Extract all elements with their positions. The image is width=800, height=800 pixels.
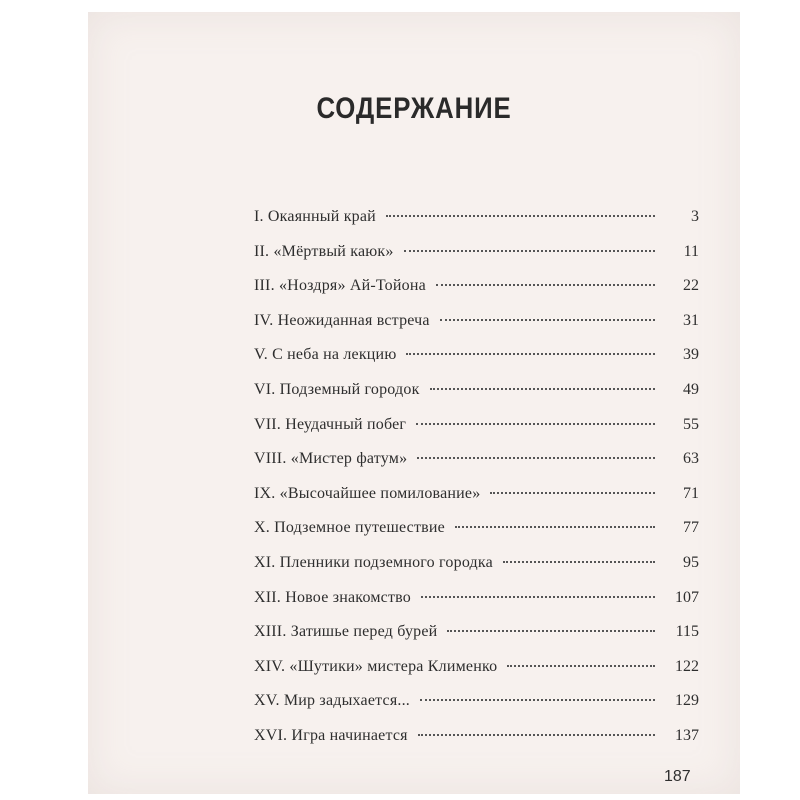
- toc-entry-page: 137: [675, 726, 699, 744]
- dot-leader: [440, 319, 655, 321]
- toc-entry: [254, 485, 699, 520]
- toc-entry-title: XVI. Игра начинается: [254, 726, 408, 744]
- dot-leader: [447, 630, 655, 632]
- toc-entry-title: VII. Неудачный побег: [254, 415, 407, 433]
- toc-entry-page: 3: [691, 208, 699, 225]
- toc-entry-page: 95: [683, 553, 699, 571]
- toc-entry-title: VI. Подземный городок: [254, 380, 420, 398]
- toc-entry: [254, 312, 699, 347]
- toc-entry: [254, 416, 699, 451]
- dot-leader: [455, 526, 655, 528]
- toc-entry-title: VIII. «Мистер фатум»: [254, 450, 408, 468]
- toc-entry-page: 71: [683, 484, 699, 502]
- toc-entry-page: 115: [675, 623, 699, 641]
- toc-entry-page: 22: [683, 277, 699, 295]
- toc-entry-page: 55: [683, 415, 699, 433]
- toc-entry-page: 11: [683, 242, 699, 260]
- dot-leader: [490, 492, 655, 494]
- toc-entry-page: 31: [683, 311, 699, 329]
- toc-entry-title: I. Окаянный край: [254, 208, 376, 225]
- toc-entry: [254, 658, 699, 693]
- toc-entry-page: 107: [675, 588, 699, 606]
- toc-entry-page: 129: [675, 692, 699, 710]
- toc-entry: [254, 589, 699, 624]
- toc-entry-page: 63: [683, 450, 699, 468]
- page-title: СОДЕРЖАНИЕ: [316, 92, 512, 125]
- toc-entry-title: XV. Мир задыхается...: [254, 692, 410, 710]
- toc-entry-page: 122: [675, 657, 699, 675]
- toc-entry-page: 39: [683, 346, 699, 364]
- toc-entry-title: IX. «Высочайшее помилование»: [254, 484, 481, 502]
- toc-entry-page: 49: [683, 380, 699, 398]
- dot-leader: [507, 665, 655, 667]
- toc-entry: [254, 623, 699, 658]
- toc-entry: [254, 243, 699, 278]
- toc-entry-title: V. С неба на лекцию: [254, 346, 397, 364]
- dot-leader: [406, 353, 655, 355]
- dot-leader: [416, 423, 655, 425]
- dot-leader: [404, 250, 655, 252]
- toc-entry: [254, 346, 699, 381]
- dot-leader: [417, 457, 655, 459]
- dot-leader: [420, 699, 655, 701]
- toc-entry-title: XII. Новое знакомство: [254, 588, 412, 606]
- toc-entry-title: XIII. Затишье перед бурей: [254, 623, 438, 641]
- book-page: [88, 12, 740, 794]
- toc-entry-title: III. «Ноздря» Ай-Тойона: [254, 277, 426, 295]
- toc-entry: [254, 277, 699, 312]
- toc-entry: [254, 692, 699, 727]
- table-of-contents: [254, 208, 699, 762]
- toc-entry-title: XI. Пленники подземного городка: [254, 553, 493, 571]
- toc-entry: [254, 208, 699, 243]
- toc-entry-title: X. Подземное путешествие: [254, 519, 445, 537]
- toc-entry-title: II. «Мёртвый каюк»: [254, 242, 394, 260]
- toc-entry: [254, 519, 699, 554]
- dot-leader: [386, 215, 655, 217]
- toc-entry: [254, 727, 699, 762]
- dot-leader: [421, 596, 655, 598]
- toc-entry-title: XIV. «Шутики» мистера Клименко: [254, 657, 498, 675]
- toc-entry-page: 77: [683, 519, 699, 537]
- dot-leader: [436, 284, 655, 286]
- toc-entry: [254, 381, 699, 416]
- dot-leader: [503, 561, 655, 563]
- page-number: 187: [664, 768, 691, 785]
- dot-leader: [418, 734, 655, 736]
- toc-entry: [254, 554, 699, 589]
- toc-entry-title: IV. Неожиданная встреча: [254, 311, 430, 329]
- dot-leader: [430, 388, 655, 390]
- toc-entry: [254, 450, 699, 485]
